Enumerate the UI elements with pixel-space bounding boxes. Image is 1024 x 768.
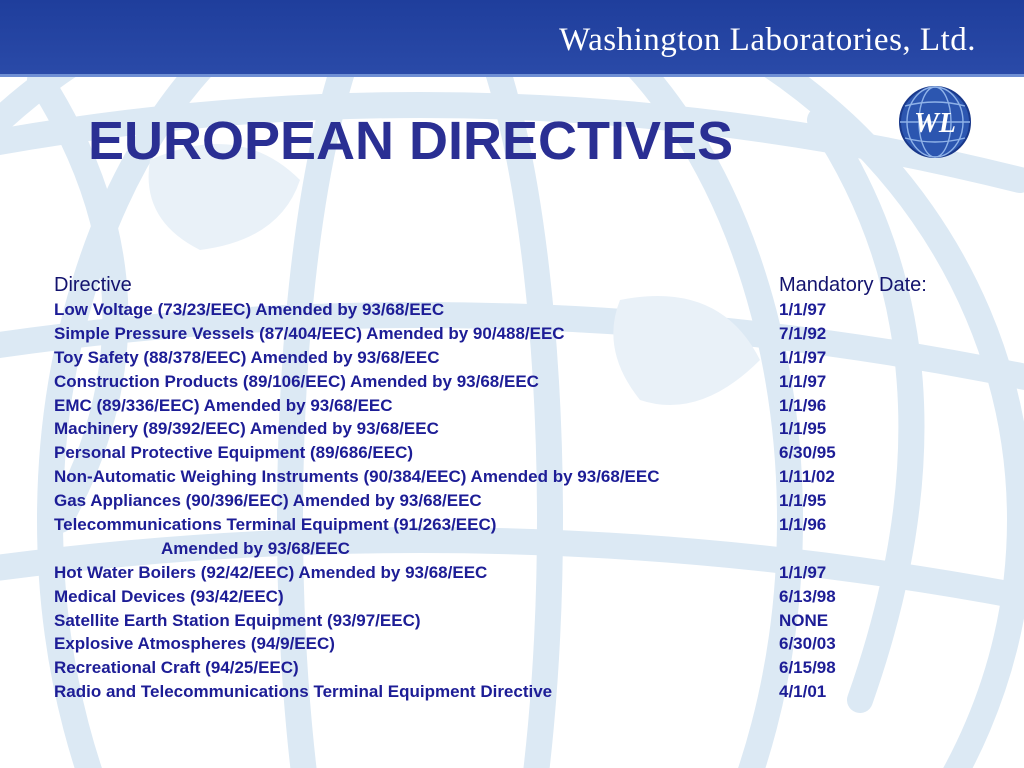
logo-text: WL xyxy=(914,108,956,139)
table-row xyxy=(54,346,994,370)
mandatory-date: 1/1/97 xyxy=(779,371,827,391)
directive-name: Telecommunications Terminal Equipment (91/263/EEC) xyxy=(54,514,497,534)
wl-logo-icon xyxy=(897,84,973,160)
column-header-date: Mandatory Date: xyxy=(779,273,927,296)
table-row xyxy=(54,441,994,465)
table-row-continuation xyxy=(54,537,994,561)
mandatory-date: 1/1/96 xyxy=(779,514,827,534)
directive-name: Toy Safety (88/378/EEC) Amended by 93/68/EEC xyxy=(54,347,440,367)
mandatory-date: 1/1/97 xyxy=(779,562,827,582)
table-row xyxy=(54,632,994,656)
header-bar xyxy=(0,0,1024,77)
mandatory-date: 6/15/98 xyxy=(779,658,836,678)
table-row xyxy=(54,609,994,633)
column-header-directive: Directive xyxy=(54,273,132,296)
table-row xyxy=(54,298,994,322)
table-row xyxy=(54,322,994,346)
directive-name: EMC (89/336/EEC) Amended by 93/68/EEC xyxy=(54,395,393,415)
mandatory-date: 6/30/95 xyxy=(779,443,836,463)
mandatory-date: NONE xyxy=(779,610,829,630)
table-header xyxy=(54,272,994,298)
directive-name: Radio and Telecommunications Terminal Equipment Directive xyxy=(54,682,553,702)
mandatory-date: 1/11/02 xyxy=(779,467,835,487)
table-row xyxy=(54,465,994,489)
table-row xyxy=(54,417,994,441)
table-row xyxy=(54,585,994,609)
mandatory-date: 6/13/98 xyxy=(779,586,836,606)
table-row xyxy=(54,680,994,704)
mandatory-date: 1/1/97 xyxy=(779,299,827,319)
company-name: Washington Laboratories, Ltd. xyxy=(559,22,976,58)
directive-name: Hot Water Boilers (92/42/EEC) Amended by 93/68/EEC xyxy=(54,562,488,582)
table-row xyxy=(54,489,994,513)
table-row xyxy=(54,513,994,537)
directive-name: Non-Automatic Weighing Instruments (90/384/EEC) Amended by 93/68/EEC xyxy=(54,467,660,487)
directive-name: Simple Pressure Vessels (87/404/EEC) Amended by 90/488/EEC xyxy=(54,323,565,343)
directive-name: Gas Appliances (90/396/EEC) Amended by 93/68/EEC xyxy=(54,491,482,511)
directive-name: Recreational Craft (94/25/EEC) xyxy=(54,658,299,678)
mandatory-date: 1/1/95 xyxy=(779,419,827,439)
directive-name: Personal Protective Equipment (89/686/EEC) xyxy=(54,443,414,463)
mandatory-date: 1/1/95 xyxy=(779,491,827,511)
mandatory-date: 4/1/01 xyxy=(779,682,827,702)
table-row xyxy=(54,561,994,585)
page-title: EUROPEAN DIRECTIVES xyxy=(88,111,734,171)
directive-name: Amended by 93/68/EEC xyxy=(161,538,350,558)
directives-table xyxy=(54,272,994,704)
table-row xyxy=(54,394,994,418)
mandatory-date: 1/1/97 xyxy=(779,347,827,367)
table-row xyxy=(54,656,994,680)
directive-name: Satellite Earth Station Equipment (93/97/EEC) xyxy=(54,610,421,630)
directive-name: Machinery (89/392/EEC) Amended by 93/68/EEC xyxy=(54,419,439,439)
mandatory-date: 6/30/03 xyxy=(779,634,836,654)
directive-name: Explosive Atmospheres (94/9/EEC) xyxy=(54,634,335,654)
directive-name: Low Voltage (73/23/EEC) Amended by 93/68/EEC xyxy=(54,299,445,319)
mandatory-date: 7/1/92 xyxy=(779,323,827,343)
mandatory-date: 1/1/96 xyxy=(779,395,827,415)
table-row xyxy=(54,370,994,394)
directive-name: Medical Devices (93/42/EEC) xyxy=(54,586,284,606)
directive-name: Construction Products (89/106/EEC) Amended by 93/68/EEC xyxy=(54,371,539,391)
